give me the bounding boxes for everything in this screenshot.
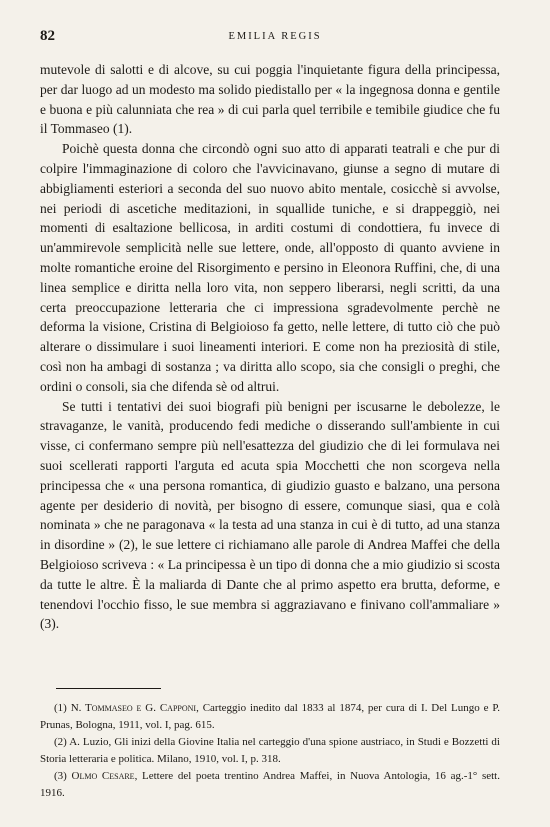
footnote-text: Carteggio inedito dal 1833 al 1874, per cura di I. Del Lungo e P. Prunas, Bologna, 1911, vol. I, pag. 615. [40,702,501,731]
footnote-text: Gli inizi della Giovine Italia nel carteggio d'una spione austriaco, in Studi e Bozzetti di Storia letteraria e politica. Milano, 1910, vol. I, p. 318. [40,736,500,765]
footnote-marker: (2) [54,736,67,748]
running-head [40,28,510,46]
footnote-text: Lettere del poeta trentino Andrea Maffei, in Nuova Antologia, 16 ag.-1° sett. 1916. [40,770,500,799]
footnote [40,768,500,802]
running-title: EMILIA REGIS [228,31,322,42]
footnote-divider [56,688,161,689]
footnote-marker: (3) [54,770,67,782]
paragraph: Poichè questa donna che circondò ogni suo atto di apparati teatrali e che pur di colpire l'immaginazione di coloro che l'avvicinavano, giunse a segno di mutare di abbigliamenti esteriori a seconda del suo nuovo abito mentale, cosicchè si avvolse, nei periodi di ascetiche meditazioni, in squallide tuniche, e si drappeggiò, nei momenti di esaltazione bellicosa, in arditi costumi di condottiera, fu invece di un'ammirevole semplicità nelle sue lettere, onde, all'opposto di quanto avviene in molte romantiche eroine del Risorgimento e persino in Eleonora Ruffini, che, di una linea semplice e diritta nella loro vita, non seppero liberarsi, negli scritti, da una certa preoccupazione letteraria che ci impressiona sgradevolmente perchè ne deforma la visione, Cristina di Belgioioso fa getto, nelle lettere, di tutto ciò che può alterare o dissimulare i suoi lineamenti interiori. E come non ha preziosità di stile, così non ha ambagi di sostanza ; va diritta allo scopo, sia che consigli o preghi, che ordini o consoli, sia che difenda sè od altrui. [40,141,500,394]
footnote-authors: A. Luzio, [69,736,112,748]
footnote-marker: (1) [54,702,67,714]
paragraph-continuation: mutevole di salotti e di alcove, su cui poggia l'inquietante figura della principessa, per dar luogo ad un modesto ma solido piedistallo per « la ingegnosa donna e gentile e buona e più calunniata che rea » di cui parla quel terribile e temibile giudice che fu il Tommaseo (1). [40,62,500,137]
footnote-authors: Olmo Cesare, [71,770,138,782]
footnotes [40,700,500,802]
body-text [40,60,500,634]
page-number: 82 [40,28,55,44]
footnote-authors: N. Tommaseo e G. Capponi, [70,702,199,714]
footnote [40,734,500,768]
footnote [40,700,500,734]
paragraph: Se tutti i tentativi dei suoi biografi più benigni per iscusarne le debolezze, le stravaganze, le vanità, producendo fedi mediche o disserando sull'ambiente in cui visse, ci confermano sempre più nell'esattezza del giudizio che di lei formulava nei suoi scellerati rapporti l'arguta ed acuta spia Mocchetti che non scorgeva nella principessa che « una persona romantica, di giudizio guasto e balzano, una persona agente per desiderio di novità, per bisogno di essere, comunque siasi, qua e colà nominata » che ne paragonava « la testa ad una stanza in cui è di tutto, ad una stanza in disordine » (2), le sue lettere ci richiamano alle parole di Andrea Maffei che della Belgioioso scriveva : « La principessa è un tipo di donna che a mio giudizio si scosta da tutte le altre. È la maliarda di Dante che al primo aspetto era brutta, deforme, e tenendovi l'occhio fisso, le sue membra si aggraziavano e finivano coll'ammaliare » (3). [40,398,500,632]
